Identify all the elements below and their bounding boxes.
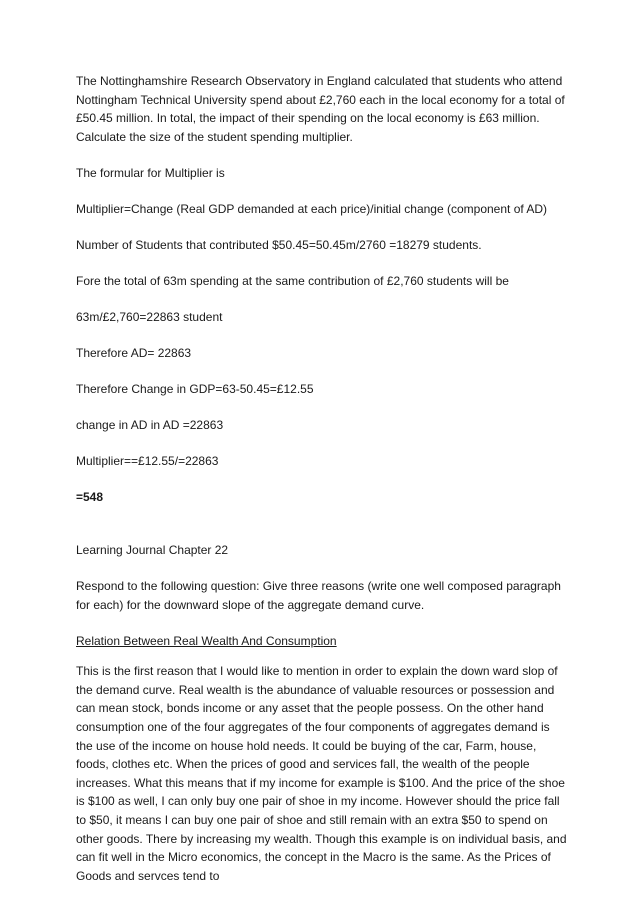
formula-intro: The formular for Multiplier is <box>76 165 225 180</box>
total-intro: Fore the total of 63m spending at the same contribution of £2,760 students will be <box>76 273 509 288</box>
students-calculation: Number of Students that contributed $50.45=50.45m/2760 =18279 students. <box>76 237 482 252</box>
ad-change-line: change in AD in AD =22863 <box>76 417 224 432</box>
journal-question: Respond to the following question: Give three reasons (write one well composed paragraph for each) for the downward slope of the aggregate demand curve. <box>76 578 561 612</box>
blank-line <box>76 524 568 541</box>
gdp-change-line: Therefore Change in GDP=63-50.45=£12.55 <box>76 381 314 396</box>
ad-line: Therefore AD= 22863 <box>76 345 192 360</box>
total-calculation: 63m/£2,760=22863 student <box>76 309 223 324</box>
journal-title: Learning Journal Chapter 22 <box>76 543 229 557</box>
body-paragraph: This is the first reason that I would like to mention in order to explain the down ward slop of the demand curve. Real wealth is the abundance of valuable resources or possession and can mean stock, bonds income or any asset that the people possess. On the other hand consumption one of the four aggregates of the four components of aggregates demand is the use of the income on house hold needs. It could be buying of the car, Farm, house, foods, clothes etc. When the prices of good and services fall, the wealth of the people increases. What this means that if my income for example is $100. And the price of the shoe is $100 as well, I can only buy one pair of shoe in my income. However should the price fall to $50, it means I can buy one pair of shoe and still remain with an extra $50 to spend on other goods. There by increasing my wealth. Though this example is on individual basis, and can fit well in the Micro economics, the concept in the Macro is the same. As the Prices of Goods and servces tend to <box>76 664 567 883</box>
formula-line: Multiplier=Change (Real GDP demanded at each price)/initial change (component of AD) <box>76 201 548 216</box>
document-body <box>76 72 568 903</box>
problem-statement: The Nottinghamshire Research Observatory in England calculated that students who attend Nottingham Technical University spend about £2,760 each in the local economy for a total of £50.45 million. In total, the impact of their spending on the local economy is £63 million. Calculate the size of the student spending multiplier. <box>76 74 565 144</box>
multiplier-calculation: Multiplier==£12.55/=22863 <box>76 453 219 468</box>
multiplier-result: =548 <box>76 489 104 504</box>
section-heading: Relation Between Real Wealth And Consumption <box>76 633 337 648</box>
